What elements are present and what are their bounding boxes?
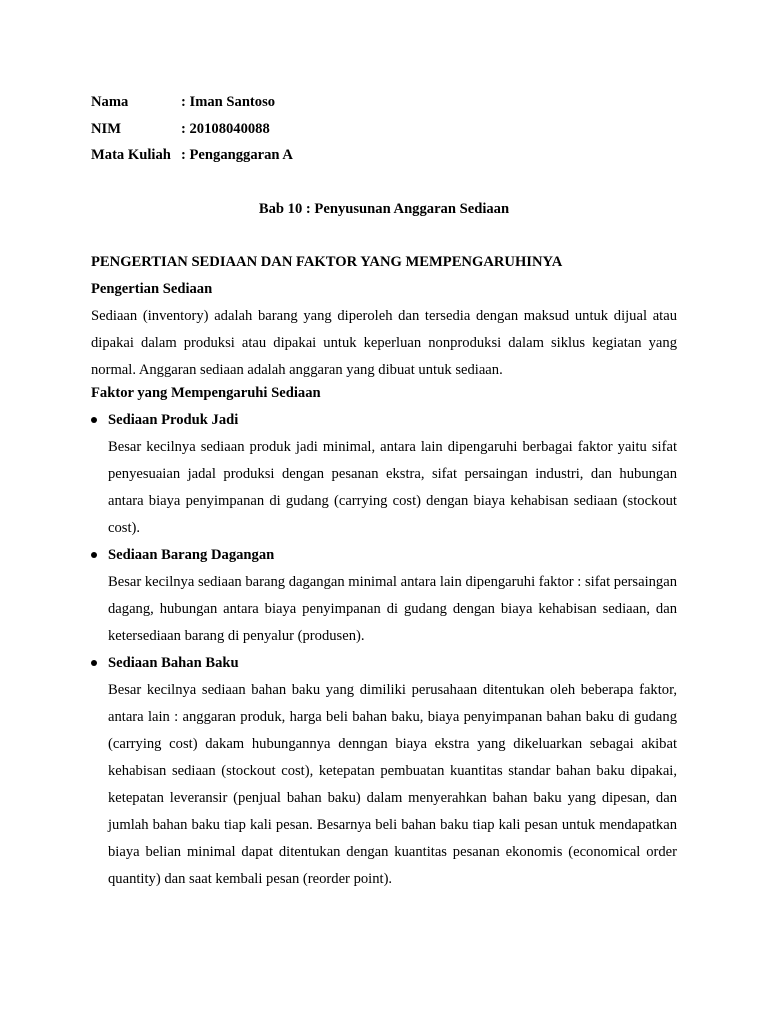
section-heading: PENGERTIAN SEDIAAN DAN FAKTOR YANG MEMPENGARUHINYA (91, 254, 563, 270)
course-row (91, 145, 681, 172)
nim-value: : 20108040088 (181, 120, 270, 137)
list-item-text: Besar kecilnya sediaan barang dagangan minimal antara lain dipengaruhi faktor : sifat persaingan dagang, hubungan antara biaya penyimpanan di gudang dengan biaya kehabisan sediaan, dan ketersediaan barang di penyalur (produsen). (108, 574, 677, 645)
list-item-title: Sediaan Barang Dagangan (108, 547, 275, 564)
chapter-title: Bab 10 : Penyusunan Anggaran Sediaan (258, 201, 510, 217)
definition-heading: Pengertian Sediaan (91, 281, 213, 297)
bullet-icon (91, 417, 97, 423)
list-item-title: Sediaan Produk Jadi (108, 412, 239, 429)
bullet-icon (91, 552, 97, 558)
name-label: Nama (91, 94, 129, 110)
list-item-title: Sediaan Bahan Baku (108, 655, 239, 672)
student-identity (91, 92, 681, 172)
name-row (91, 92, 681, 119)
list-item-text: Besar kecilnya sediaan bahan baku yang dimiliki perusahaan ditentukan oleh beberapa faktor, antara lain : anggaran produk, harga beli bahan baku, biaya penyimpanan bahan baku di gudang (carrying cost) dakam hubungannya denngan biaya ekstra yang dikeluarkan sebagai akibat kehabisan sediaan (stockout cost), ketepatan pembuatan kuantitas standar bahan baku dipakai, ketepatan leveransir (penjual bahan baku) dalam menyerahkan bahan baku yang dipesan, dan jumlah bahan baku tiap kali pesan. Besarnya beli bahan baku tiap kali pesan untuk mendapatkan biaya belian minimal dapat ditentukan dengan kuantitas pesanan ekonomis (economical order quantity) dan saat kembali pesan (reorder point). (108, 682, 677, 888)
course-label: Mata Kuliah (91, 147, 171, 163)
nim-label: NIM (91, 120, 121, 137)
list-item-text: Besar kecilnya sediaan produk jadi minimal, antara lain dipengaruhi berbagai faktor yaitu sifat penyesuaian jadal produksi dengan pesanan ekstra, sifat persaingan industri, dan hubungan antara biaya penyimpanan di gudang (carrying cost) dengan biaya kehabisan sediaan (stockout cost). (108, 439, 677, 537)
factors-heading: Faktor yang Mempengaruhi Sediaan (91, 385, 321, 402)
course-value: : Penganggaran A (181, 147, 293, 163)
name-value: : Iman Santoso (181, 94, 276, 110)
nim-row (91, 119, 681, 146)
list-item (91, 545, 677, 650)
document-body (91, 252, 677, 896)
definition-paragraph: Sediaan (inventory) adalah barang yang diperoleh dan tersedia dengan maksud untuk dijual atau dipakai dalam produksi atau dipakai untuk keperluan nonproduksi dalam siklus kegiatan yang normal. Anggaran sediaan adalah anggaran yang dibuat untuk sediaan. (91, 308, 677, 378)
list-item (91, 410, 677, 542)
list-item (91, 653, 677, 893)
bullet-icon (91, 660, 97, 666)
